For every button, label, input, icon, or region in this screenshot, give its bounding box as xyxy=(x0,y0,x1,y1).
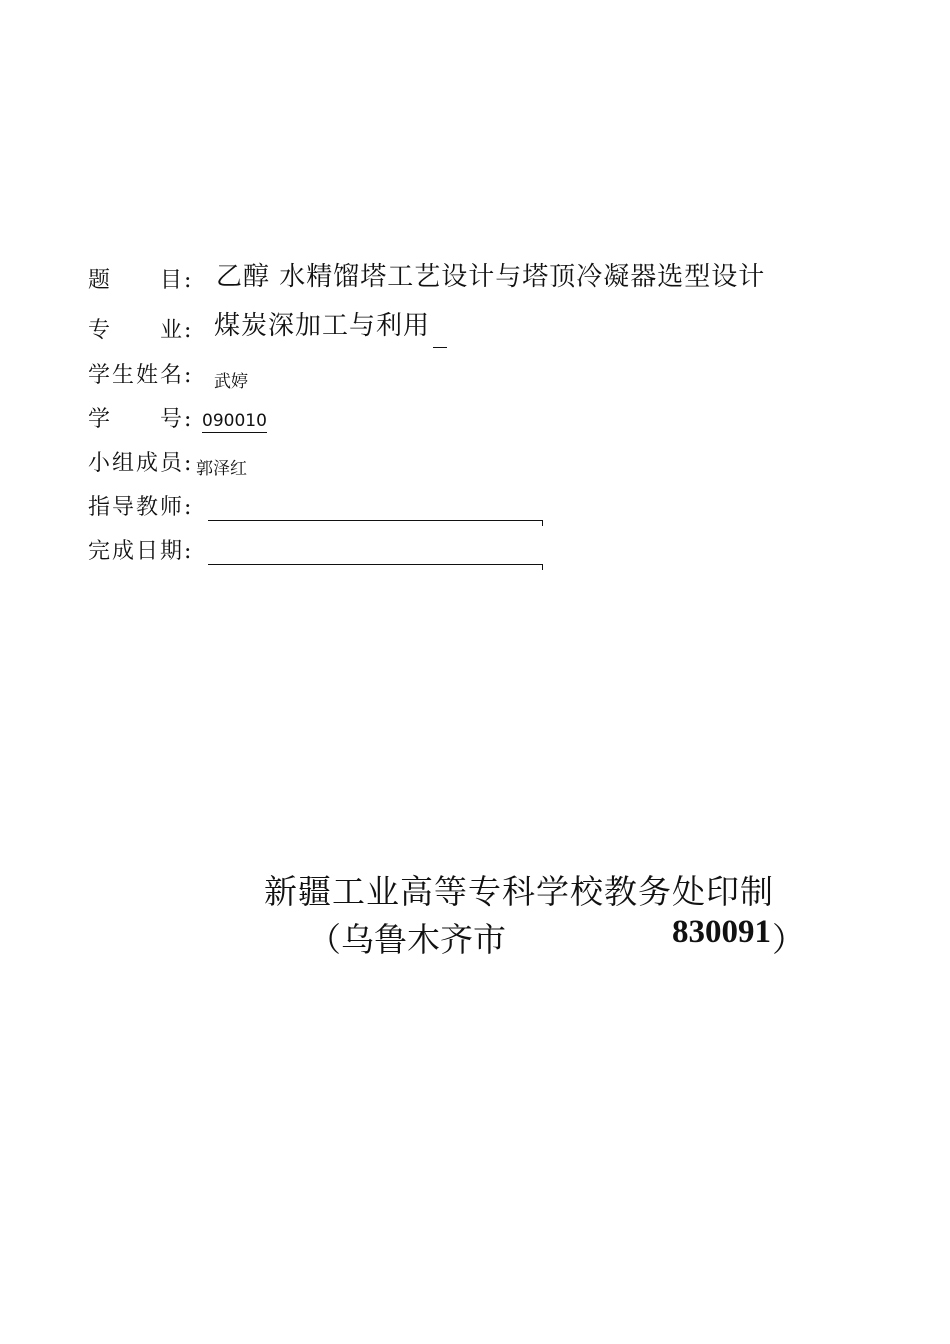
major-value: 煤炭深加工与利用 xyxy=(214,311,431,341)
postcode-text: 830091 xyxy=(672,914,771,950)
major-label: 专 业: xyxy=(88,318,194,343)
publisher-text: 新疆工业高等专科学校教务处印制 xyxy=(264,872,774,911)
title-value: 乙醇 水精馏塔工艺设计与塔顶冷凝器选型设计 xyxy=(216,262,766,292)
major-trailing-underline xyxy=(433,347,447,348)
student-name-label: 学生姓名: xyxy=(88,363,194,388)
title-label: 题 目: xyxy=(88,268,194,293)
major-value-wrap xyxy=(214,305,447,348)
advisor-blank-line xyxy=(208,520,542,521)
completion-date-label: 完成日期: xyxy=(88,539,194,564)
student-id-value: 090010 xyxy=(202,411,267,431)
address-text: （乌鲁木齐市 xyxy=(308,920,506,959)
student-name-value: 武婷 xyxy=(214,372,248,392)
student-id-label: 学 号: xyxy=(88,407,194,432)
group-members-value: 郭泽红 xyxy=(196,459,247,479)
advisor-label: 指导教师: xyxy=(88,495,194,520)
completion-date-blank-line xyxy=(208,564,542,565)
group-members-label: 小组成员: xyxy=(88,451,194,476)
address-close-paren: ） xyxy=(772,920,805,959)
